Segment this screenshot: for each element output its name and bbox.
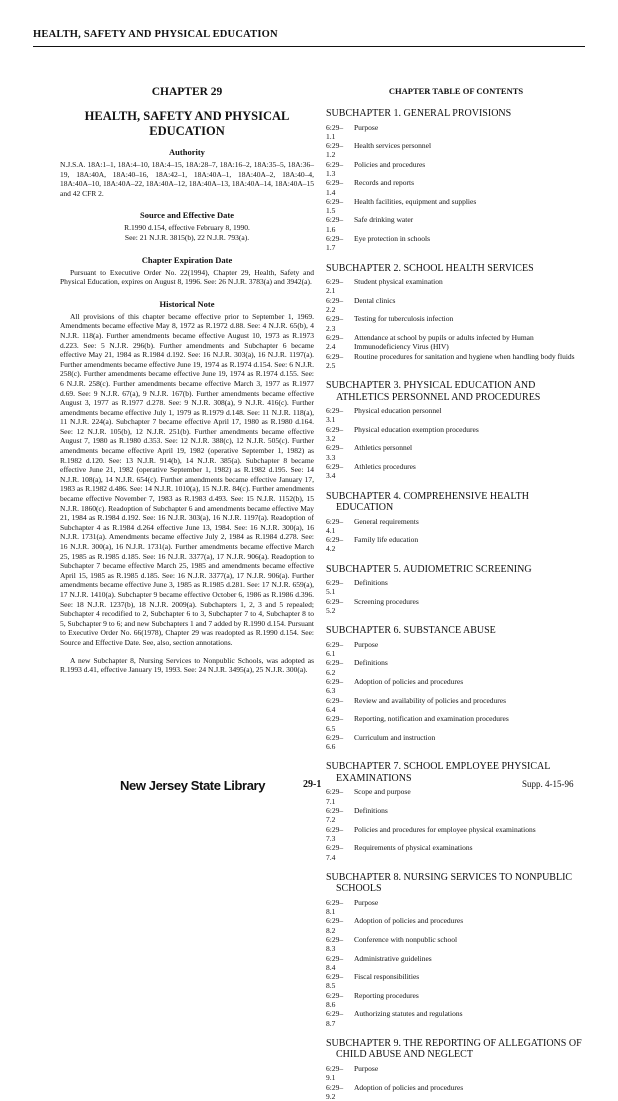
section-number: 6:29–3.1 <box>326 406 344 425</box>
source-heading: Source and Effective Date <box>139 210 235 221</box>
section-number: 6:29–8.4 <box>326 953 344 972</box>
section-entry <box>326 123 586 142</box>
section-entry <box>326 234 586 253</box>
section-title: Scope and purpose <box>354 787 411 797</box>
section-number: 6:29–8.6 <box>326 990 344 1010</box>
section-title: Records and reports <box>354 178 414 188</box>
section-title: Dental clinics <box>354 295 396 305</box>
section-number: 6:29–1.5 <box>326 196 344 216</box>
section-title: Definitions <box>354 658 388 668</box>
section-title: Student physical examination <box>354 277 443 287</box>
section-title: Physical education exemption procedures <box>354 424 479 434</box>
section-title: General requirements <box>354 516 419 526</box>
section-entry <box>326 898 586 917</box>
section-entry <box>326 535 586 554</box>
section-title: Administrative guidelines <box>354 953 432 963</box>
running-header: HEALTH, SAFETY AND PHYSICAL EDUCATION <box>33 29 278 40</box>
section-number: 6:29–7.2 <box>326 806 344 825</box>
section-number: 6:29–4.2 <box>326 535 344 554</box>
section-entry <box>326 787 586 806</box>
section-entry <box>326 696 586 715</box>
section-number: 6:29–9.2 <box>326 1082 344 1101</box>
expiration-heading: Chapter Expiration Date <box>141 254 233 265</box>
table-of-contents <box>326 84 586 1101</box>
footer-supplement: Supp. 4-15-96 <box>522 779 574 789</box>
section-entry <box>326 991 586 1010</box>
section-title: Purpose <box>354 1063 379 1073</box>
section-number: 6:29–1.3 <box>326 159 344 178</box>
section-entry <box>326 141 586 160</box>
history-heading: Historical Note <box>159 298 215 309</box>
section-entry <box>326 825 586 844</box>
section-list <box>326 517 586 554</box>
history-text-2: A new Subchapter 8, Nursing Services to Nonpublic Schools, was adopted as R.1993 d.41, effective January 19, 1993. See: 24 N.J.R. 3495(a), 25 N.J.R. 300(a). <box>60 655 314 675</box>
chapter-title: HEALTH, SAFETY AND PHYSICAL EDUCATION <box>84 109 290 138</box>
section-title: Definitions <box>354 578 388 588</box>
section-title: Requirements of physical examinations <box>354 843 473 853</box>
section-number: 6:29–9.1 <box>326 1063 344 1083</box>
section-list <box>326 640 586 752</box>
section-title: Purpose <box>354 639 379 649</box>
section-title: Authorizing statutes and regulations <box>354 1009 463 1019</box>
section-entry <box>326 578 586 597</box>
section-number: 6:29–5.2 <box>326 596 344 616</box>
section-number: 6:29–1.4 <box>326 178 344 197</box>
section-number: 6:29–8.1 <box>326 897 344 917</box>
section-list <box>326 898 586 1028</box>
section-entry <box>326 406 586 425</box>
section-number: 6:29–1.7 <box>326 234 344 253</box>
section-entry <box>326 1083 586 1101</box>
section-title: Screening procedures <box>354 596 419 606</box>
section-title: Adoption of policies and procedures <box>354 916 464 926</box>
section-number: 6:29–3.4 <box>326 461 344 481</box>
history-text: All provisions of this chapter became effective prior to September 1, 1969. Amendments became effective May 8, 1972 as R.1972 d.88. See: 4 N.J.R. 65(b), 4 N.J.R. 118(a). Further amendments became effective August 10, 1973 as R.1973 d.223. See: 5 N.J.R. 296(b). Further amendments and Subchapter 6 became effective May 21, 1984 as R.1984 d.192. See: 16 N.J.R. 303(a), 16 N.J.R. 1197(a). Further amendments became effective June 19, 1974 as R.1974 d.154. See: 6 N.J.R. 258(c). Further amendments became effective June 19, 1974 as R.1974 d.155. See: 6 N.J.R. 258(c). Further amendments became effective March 3, 1977 as R.1977 d.69. See: 9 N.J.R. 67(a), 9 N.J.R. 167(b). Further amendments became effective August 3, 1977 as R.1977 d.278. See: 9 N.J.R. 308(a), 9 N.J.R. 416(c). Further amendments became effective July 1, 1979 as R.1979 d.148. See: 11 N.J.R. 118(a), 11 N.J.R. 224(a). Subchapter 7 became effective April 17, 1980 as R.1980 d.164. See: 12 N.J.R. 105(b), 12 N.J.R. 251(b). Further amendments became effective August 7, 1980 as R.1980 d.353. See: 12 N.J.R. 388(c), 12 N.J.R. 505(c). Further amendments became effective April 19, 1982 (operative September 1, 1982) as R.1982 d.120. See: 13 N.J.R. 914(b), 14 N.J.R. 385(a). Subchapter 8 became effective June 21, 1982 (operative September 1, 1982) as R.1982 d.195. See: 14 N.J.R. 108(a), 14 N.J.R. 654(c). Further amendments became effective January 17, 1983 as R.1982 d.486. See: 14 N.J.R. 1010(a), 15 N.J.R. 84(c). Further amendments became effective November 7, 1983 as R.1983 d.493. See: 15 N.J.R. 1152(b), 15 N.J.R. 1860(c). Readoption of Subchapter 6 and amendments became effective May 21, 1984 as R.1984 d.192. See: 16 N.J.R. 303(a), 16 N.J.R. 1197(a). Readoption of Subchapter 4 as R.1984 d.264 effective June 13, 1984. See: 16 N.J.R. 300(a), 16 N.J.R. 1731(a). Amendments became effective July 2, 1984 as R.1984 d.278. See: 16 N.J.R. 300(a), 16 N.J.R. 1731(a). Further amendments became effective March 25, 1985 as R.1985 d.185. See: 16 N.J.R. 3377(a), 17 N.J.R. 906(a). Readoption to Subchapter 7 became effective March 25, 1985 and amendments became effective April 15, 1985 as R.1985 d.185. See: 16 N.J.R. 3377(a), 17 N.J.R. 906(a). Further amendments became effective June 3, 1985 as R.1985 d.281. See: 17 N.J.R. 659(a), 17 N.J.R. 1410(a). Subchapter 9 became effective October 6, 1986 as R.1986 d.396. See: 18 N.J.R. 1237(b), 18 N.J.R. 2009(a). Subchapters 1, 2, 3 and 5 repealed; Subchapter 4 recodified to 2, Subchapter 6 to 3, Subchapter 7 to 4, Subchapter 8 to 5, Subchapter 9 to 6; and new Subchapters 1 and 7 added by R.1990 d.154. Pursuant to Executive Order No. 66(1978), Chapter 29 was readopted as R.1990 d.154. See: Source and Effective Date. See, also, section annotations. <box>60 311 314 647</box>
chapter-number: CHAPTER 29 <box>151 86 223 98</box>
section-number: 6:29–5.1 <box>326 578 344 597</box>
section-entry <box>326 1064 586 1083</box>
section-entry <box>326 972 586 991</box>
toc-body <box>326 108 586 1101</box>
section-title: Eye protection in schools <box>354 234 431 244</box>
section-entry <box>326 640 586 659</box>
section-entry <box>326 462 586 481</box>
section-title: Adoption of policies and procedures <box>354 1082 464 1092</box>
section-entry <box>326 277 586 296</box>
section-title: Health services personnel <box>354 141 432 151</box>
section-number: 6:29–4.1 <box>326 516 344 535</box>
section-title: Definitions <box>354 806 388 816</box>
section-title: Safe drinking water <box>354 215 414 225</box>
section-list <box>326 578 586 615</box>
source-line-2: See: 21 N.J.R. 3815(b), 22 N.J.R. 793(a). <box>124 232 250 242</box>
section-entry <box>326 916 586 935</box>
section-entry <box>326 806 586 825</box>
section-entry <box>326 425 586 444</box>
section-entry <box>326 197 586 216</box>
section-title: Reporting, notification and examination procedures <box>354 714 509 724</box>
section-number: 6:29–7.3 <box>326 824 344 843</box>
section-title: Athletics procedures <box>354 461 416 471</box>
section-number: 6:29–8.5 <box>326 972 344 991</box>
section-title: Fiscal responsibilities <box>354 972 420 982</box>
section-entry <box>326 178 586 197</box>
toc-title: CHAPTER TABLE OF CONTENTS <box>388 86 524 96</box>
section-number: 6:29–1.2 <box>326 141 344 160</box>
section-number: 6:29–2.2 <box>326 295 344 315</box>
subchapter-heading: SUBCHAPTER 1. GENERAL PROVISIONS <box>326 108 512 119</box>
section-title: Athletics personnel <box>354 443 413 453</box>
section-title: Family life education <box>354 535 419 545</box>
section-entry <box>326 296 586 315</box>
section-list <box>326 406 586 480</box>
expiration-text: Pursuant to Executive Order No. 22(1994), Chapter 29, Health, Safety and Physical Education, expires on August 8, 1996. See: 26 N.J.R. 3783(a) and 3942(a). <box>60 267 314 287</box>
section-number: 6:29–8.2 <box>326 916 344 935</box>
section-entry <box>326 954 586 973</box>
section-title: Policies and procedures <box>354 159 426 169</box>
section-number: 6:29–6.3 <box>326 677 344 696</box>
section-title: Conference with nonpublic school <box>354 935 458 944</box>
section-entry <box>326 517 586 536</box>
section-title: Attendance at school by pupils or adults infected by Human Immunodeficiency Virus (HIV) <box>354 332 534 352</box>
section-number: 6:29–6.2 <box>326 658 344 677</box>
section-number: 6:29–3.3 <box>326 443 344 462</box>
subchapter-heading: SUBCHAPTER 5. AUDIOMETRIC SCREENING <box>326 563 532 575</box>
section-number: 6:29–1.1 <box>326 122 344 141</box>
section-title: Curriculum and instruction <box>354 732 436 742</box>
section-title: Policies and procedures for employee physical examinations <box>354 824 536 834</box>
subchapter-heading: SUBCHAPTER 2. SCHOOL HEALTH SERVICES <box>326 262 534 274</box>
subchapter-heading: SUBCHAPTER 4. COMPREHENSIVE HEALTH EDUCATION <box>326 490 529 513</box>
footer-page-number: 29-1 <box>303 779 322 790</box>
section-title: Routine procedures for sanitation and hygiene when handling body fluids <box>354 351 575 361</box>
section-title: Review and availability of policies and procedures <box>354 695 507 705</box>
section-title: Reporting procedures <box>354 990 419 1000</box>
footer-library: New Jersey State Library <box>120 778 266 793</box>
section-number: 6:29–7.1 <box>326 787 344 806</box>
subchapter-heading: SUBCHAPTER 6. SUBSTANCE ABUSE <box>326 625 496 637</box>
authority-heading: Authority <box>169 147 205 157</box>
section-entry <box>326 733 586 752</box>
section-title: Purpose <box>354 897 379 907</box>
section-entry <box>326 658 586 677</box>
subchapter-heading: SUBCHAPTER 9. THE REPORTING OF ALLEGATIONS OF CHILD ABUSE AND NEGLECT <box>326 1037 582 1061</box>
section-number: 6:29–8.3 <box>326 935 344 954</box>
section-number: 6:29–2.4 <box>326 332 344 352</box>
section-number: 6:29–2.5 <box>326 351 344 370</box>
section-entry <box>326 160 586 179</box>
section-entry <box>326 314 586 333</box>
left-column <box>60 84 314 675</box>
subchapter-heading: SUBCHAPTER 3. PHYSICAL EDUCATION AND ATHLETICS PERSONNEL AND PROCEDURES <box>326 380 541 403</box>
section-number: 6:29–6.4 <box>326 695 344 714</box>
header-rule <box>33 46 585 47</box>
section-list <box>326 787 586 861</box>
section-entry <box>326 677 586 696</box>
section-entry <box>326 352 586 371</box>
subchapter-heading: SUBCHAPTER 7. SCHOOL EMPLOYEE PHYSICAL EXAMINATIONS <box>326 761 551 784</box>
source-line-1: R.1990 d.154, effective February 8, 1990. <box>124 223 250 233</box>
section-list <box>326 123 586 253</box>
section-title: Purpose <box>354 122 379 132</box>
section-entry <box>326 443 586 462</box>
section-number: 6:29–2.3 <box>326 314 344 333</box>
section-entry <box>326 215 586 234</box>
section-entry <box>326 333 586 352</box>
subchapter-heading: SUBCHAPTER 8. NURSING SERVICES TO NONPUBLIC SCHOOLS <box>326 871 573 895</box>
section-number: 6:29–7.4 <box>326 843 344 862</box>
section-number: 6:29–6.6 <box>326 732 344 752</box>
section-entry <box>326 935 586 954</box>
section-number: 6:29–6.1 <box>326 639 344 659</box>
section-title: Physical education personnel <box>354 406 442 416</box>
section-number: 6:29–2.1 <box>326 277 344 296</box>
section-entry <box>326 714 586 733</box>
section-number: 6:29–6.5 <box>326 714 344 733</box>
section-number: 6:29–3.2 <box>326 424 344 444</box>
section-list <box>326 1064 586 1101</box>
section-title: Health facilities, equipment and supplies <box>354 196 477 206</box>
section-number: 6:29–1.6 <box>326 215 344 234</box>
section-entry <box>326 1009 586 1028</box>
section-title: Testing for tuberculosis infection <box>354 314 454 324</box>
authority-text: N.J.S.A. 18A:1–1, 18A:4–10, 18A:4–15, 18A:28–7, 18A:16–2, 18A:35–5, 18A:36–19, 18A:40A, 18A:40–16, 18A:42–1, 18A:40A–1, 18A:40A–2, 18A:40–4, 18A:40A–10, 18A:40A–22, 18A:40A–12, 18A:40A–13, 18A:40A–14, 18A:40A–15 and 42 CFR 2. <box>60 160 314 198</box>
section-list <box>326 277 586 370</box>
section-entry <box>326 843 586 862</box>
section-entry <box>326 597 586 616</box>
section-title: Adoption of policies and procedures <box>354 677 464 687</box>
section-number: 6:29–8.7 <box>326 1009 344 1028</box>
